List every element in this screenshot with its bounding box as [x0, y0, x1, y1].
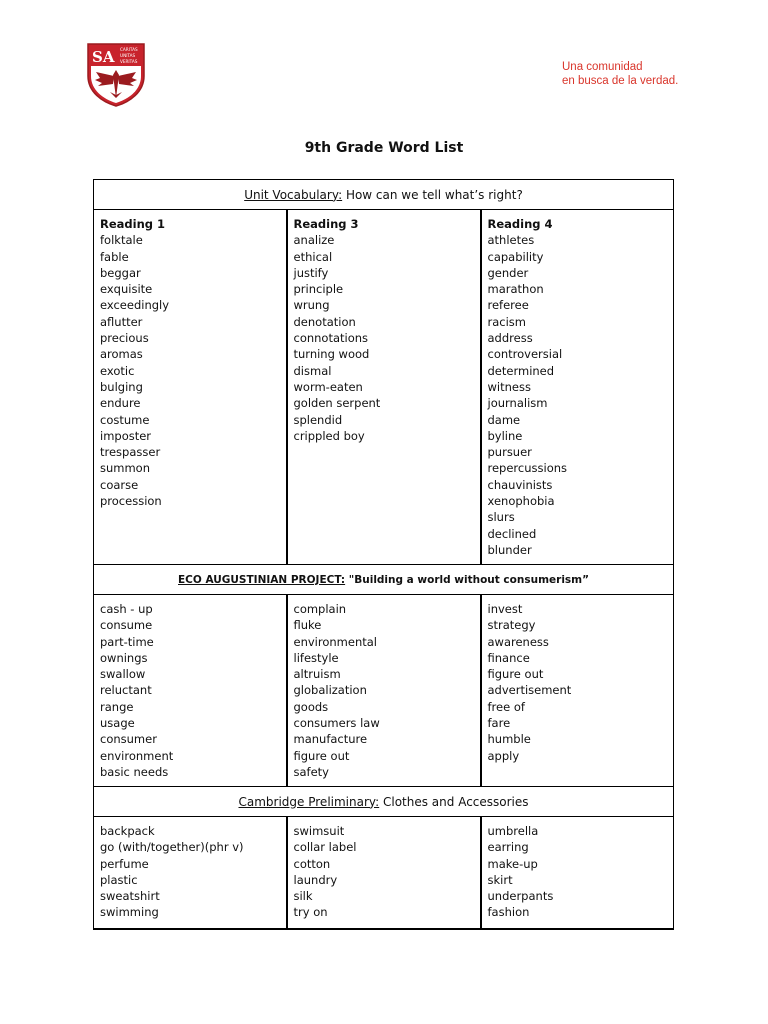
word-item: manufacture — [293, 732, 368, 747]
word-item: athletes — [487, 233, 535, 248]
word-item: basic needs — [100, 764, 169, 779]
word-item: turning wood — [293, 347, 370, 362]
word-item: aflutter — [100, 314, 143, 329]
section-text: "Building a world without consumerism” — [345, 573, 590, 586]
word-item: try on — [293, 905, 328, 920]
word-item: cotton — [293, 856, 331, 871]
word-item: beggar — [100, 265, 141, 280]
word-item: crippled boy — [293, 428, 365, 443]
column-cambridge-1 — [94, 817, 287, 929]
word-item: finance — [487, 650, 530, 665]
word-item: bulging — [100, 379, 143, 394]
word-item: figure out — [293, 748, 350, 763]
word-item: marathon — [487, 282, 544, 297]
word-item: sweatshirt — [100, 889, 160, 904]
word-item: connotations — [293, 331, 369, 346]
word-item: journalism — [487, 396, 548, 411]
word-item: environment — [100, 748, 174, 763]
word-item: costume — [100, 412, 150, 427]
word-item: trespasser — [100, 445, 161, 460]
page-title: 9th Grade Word List — [304, 140, 464, 156]
word-item: swimsuit — [293, 824, 345, 838]
tagline-line-2: en busca de la verdad. — [562, 75, 679, 87]
section-text: How can we tell what’s right? — [342, 187, 523, 202]
word-item: exotic — [100, 363, 135, 378]
word-item: exceedingly — [100, 298, 170, 313]
word-item: lifestyle — [293, 650, 339, 665]
word-item: laundry — [293, 872, 338, 887]
word-item: analize — [293, 233, 335, 248]
word-item: usage — [100, 716, 135, 731]
word-item: part-time — [100, 634, 154, 649]
word-item: determined — [487, 363, 555, 378]
word-item: altruism — [293, 667, 341, 682]
word-item: principle — [293, 282, 344, 297]
word-item: golden serpent — [293, 396, 381, 411]
word-item: silk — [293, 889, 313, 904]
word-item: figure out — [487, 667, 544, 682]
word-item: byline — [487, 428, 523, 443]
word-item: safety — [293, 764, 329, 779]
word-item: goods — [293, 699, 329, 714]
word-item: dame — [487, 412, 521, 427]
word-item: fable — [100, 249, 129, 264]
word-list — [488, 232, 674, 558]
word-item: coarse — [100, 477, 139, 492]
word-item: earring — [487, 840, 529, 855]
section-text: Clothes and Accessories — [379, 794, 529, 809]
word-item: range — [100, 699, 134, 714]
word-item: awareness — [487, 634, 549, 649]
word-item: racism — [487, 314, 526, 329]
word-item: declined — [487, 526, 537, 541]
section-header-unit-vocabulary — [94, 180, 674, 210]
word-item: controversial — [487, 347, 563, 362]
section-header-cambridge — [94, 787, 674, 817]
column-cambridge-2 — [287, 817, 481, 929]
column-heading: Reading 3 — [293, 217, 359, 231]
word-item: fluke — [293, 618, 322, 633]
word-item: referee — [487, 298, 529, 313]
word-list — [294, 823, 480, 921]
word-item: plastic — [100, 872, 138, 887]
word-item: humble — [487, 732, 531, 747]
column-reading-1 — [94, 210, 287, 565]
word-item: worm-eaten — [293, 379, 363, 394]
word-item: wrung — [293, 298, 330, 313]
word-item: underpants — [487, 889, 554, 904]
word-item: fare — [487, 716, 511, 731]
word-item: ethical — [293, 249, 333, 264]
word-item: reluctant — [100, 683, 152, 698]
word-item: summon — [100, 461, 151, 476]
word-item: address — [487, 331, 533, 346]
column-eco-3 — [481, 595, 674, 787]
word-item: capability — [487, 249, 544, 264]
word-item: collar label — [293, 840, 357, 855]
word-item: xenophobia — [487, 494, 555, 509]
word-item: imposter — [100, 428, 152, 443]
word-item: endure — [100, 396, 141, 411]
column-eco-1 — [94, 595, 287, 787]
school-tagline — [562, 60, 678, 88]
word-item: aromas — [100, 347, 143, 362]
word-item: chauvinists — [487, 477, 553, 492]
word-item: dismal — [293, 363, 332, 378]
word-item: backpack — [100, 824, 155, 838]
word-item: consume — [100, 618, 153, 633]
logo-motto-1: CARITAS — [120, 47, 138, 52]
word-item: gender — [487, 265, 529, 280]
word-item: exquisite — [100, 282, 153, 297]
word-list — [100, 823, 286, 921]
section-label: Cambridge Preliminary: — [238, 794, 380, 809]
word-item: procession — [100, 494, 162, 509]
word-item: free of — [487, 699, 525, 714]
word-item: fashion — [487, 905, 530, 920]
section-label: Unit Vocabulary: — [244, 187, 343, 202]
word-item: blunder — [487, 542, 532, 557]
column-heading: Reading 1 — [100, 217, 166, 231]
column-heading: Reading 4 — [487, 217, 553, 231]
column-eco-2 — [287, 595, 481, 787]
column-cambridge-3 — [481, 817, 674, 929]
column-reading-3 — [287, 210, 481, 565]
word-item: cash - up — [100, 602, 153, 616]
word-item: ownings — [100, 650, 148, 665]
word-item: pursuer — [487, 445, 532, 460]
column-reading-4 — [481, 210, 674, 565]
word-item: consumer — [100, 732, 157, 747]
word-item: umbrella — [487, 824, 539, 838]
word-item: swimming — [100, 905, 159, 920]
word-item: witness — [487, 379, 531, 394]
word-item: go (with/together)(phr v) — [100, 840, 244, 855]
tagline-line-1: Una comunidad — [562, 61, 643, 73]
school-crest-logo — [86, 42, 146, 108]
word-item: invest — [487, 602, 523, 616]
word-item: slurs — [487, 510, 515, 525]
word-item: advertisement — [487, 683, 572, 698]
word-item: justify — [293, 265, 329, 280]
word-item: swallow — [100, 667, 146, 682]
word-item: globalization — [293, 683, 367, 698]
word-item: make-up — [487, 856, 538, 871]
word-item: strategy — [487, 618, 536, 633]
word-list — [294, 232, 480, 444]
word-item: splendid — [293, 412, 343, 427]
word-list — [100, 601, 286, 780]
word-list — [488, 823, 674, 921]
word-item: repercussions — [487, 461, 568, 476]
section-label: ECO AUGUSTINIAN PROJECT: — [178, 573, 346, 586]
word-list — [488, 601, 674, 764]
word-item: folktale — [100, 233, 143, 248]
logo-motto-3: VERITAS — [120, 59, 138, 64]
word-item: consumers law — [293, 716, 380, 731]
word-item: perfume — [100, 856, 149, 871]
section-header-eco-project — [94, 565, 674, 595]
word-item: environmental — [293, 634, 377, 649]
word-item: skirt — [487, 872, 513, 887]
word-list-table — [93, 179, 674, 930]
word-list — [294, 601, 480, 780]
logo-letters: SA — [92, 48, 115, 66]
logo-motto-2: UNITAS — [120, 53, 136, 58]
word-item: denotation — [293, 314, 356, 329]
word-item: complain — [293, 602, 347, 616]
word-list — [100, 232, 286, 509]
word-item: precious — [100, 331, 149, 346]
word-item: apply — [487, 748, 520, 763]
